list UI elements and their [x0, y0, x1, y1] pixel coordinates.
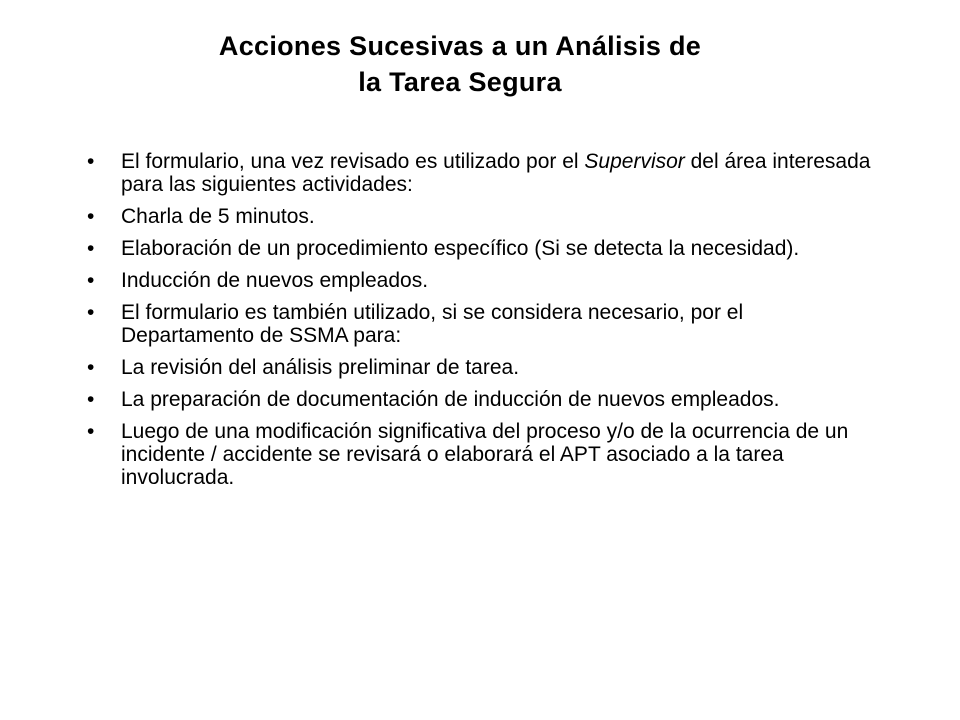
bullet-item-7: [84, 388, 874, 411]
slide-title-line-2: la Tarea Segura: [358, 67, 562, 97]
bullet-point-icon: •: [87, 301, 95, 324]
bullet-item-4: [84, 269, 874, 292]
bullet-point-icon: •: [87, 356, 95, 379]
bullet-item-5: [84, 301, 874, 347]
bullet-point-icon: •: [87, 388, 95, 411]
bullet-text: La preparación de documentación de inducción de nuevos empleados.: [121, 388, 780, 411]
bullet-item-3: [84, 237, 874, 260]
bullet-item-8: [84, 420, 874, 489]
bullet-text: Charla de 5 minutos.: [121, 205, 315, 228]
bullet-point-icon: •: [87, 237, 95, 260]
bullet-point-icon: •: [87, 420, 95, 443]
bullet-text: Inducción de nuevos empleados.: [121, 269, 429, 292]
bullet-text: El formulario es también utilizado, si se considera necesario, por el Departamento de SSMA para:: [121, 301, 744, 347]
slide-title-line-1: Acciones Sucesivas a un Análisis de: [218, 31, 702, 61]
bullet-text-part: El formulario, una vez revisado es utilizado por el: [121, 150, 585, 173]
bullet-list: [84, 150, 874, 498]
bullet-text: La revisión del análisis preliminar de tarea.: [121, 356, 520, 379]
bullet-item-6: [84, 356, 874, 379]
bullet-text: [121, 150, 874, 196]
bullet-point-icon: •: [87, 269, 95, 292]
slide-title: [120, 28, 800, 100]
bullet-point-icon: •: [87, 205, 95, 228]
bullet-point-icon: •: [87, 150, 95, 173]
bullet-item-2: [84, 205, 874, 228]
bullet-item-1: [84, 150, 874, 196]
bullet-text: Luego de una modificación significativa del proceso y/o de la ocurrencia de un incidente / accidente se revisará o elaborará el APT asociado a la tarea involucrada.: [121, 420, 849, 489]
bullet-text-part: del área interesada para las siguientes actividades:: [121, 150, 871, 196]
bullet-text: Elaboración de un procedimiento específico (Si se detecta la necesidad).: [121, 237, 800, 260]
bullet-emphasis: Supervisor: [584, 150, 685, 173]
